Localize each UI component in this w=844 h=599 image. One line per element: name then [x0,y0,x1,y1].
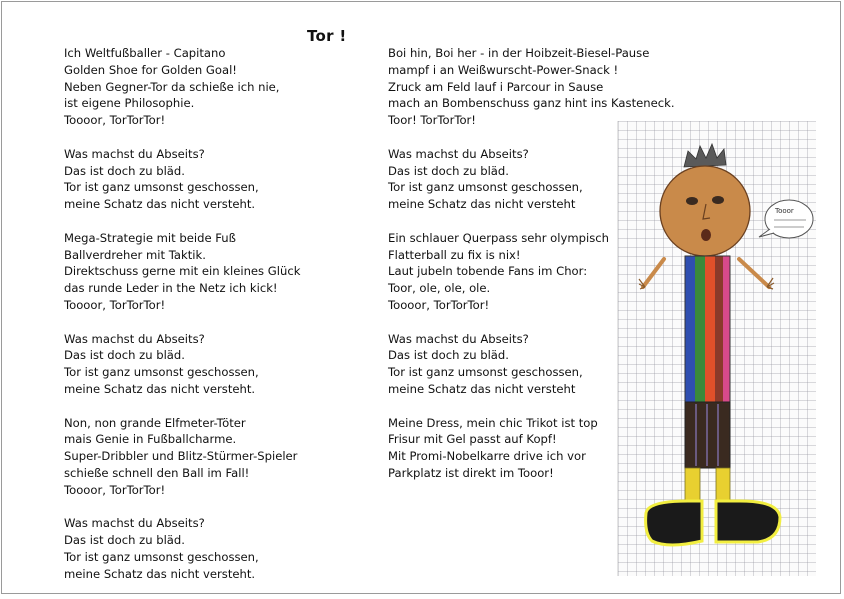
poem-line: Tor ist ganz umsonst geschossen, [388,180,583,195]
poem-line: Das ist doch zu bläd. [388,163,509,178]
shirt-stripe-5 [723,256,730,402]
poem-line: Was machst du Abseits? [64,516,205,531]
left-arm [643,259,664,287]
mouth [701,229,711,241]
poem-stanza [388,45,688,129]
poem-line: Zruck am Feld lauf i Parcour in Sause [388,79,604,94]
poem-line: Toor! TorTorTor! [388,113,476,128]
poem-line: Ich Weltfußballer - Capitano [64,46,226,60]
right-arm [739,259,769,287]
poem-stanza [64,515,364,582]
poem-line: das runde Leder in the Netz ich kick! [64,281,278,296]
poem-stanza [64,45,364,129]
poem-line: Golden Shoe for Golden Goal! [64,62,237,77]
poem-stanza [64,146,364,213]
shirt-stripe-3 [705,256,715,402]
poem-line: Parkplatz ist direkt im Tooor! [388,465,554,480]
poem-stanza [64,230,364,314]
poem-line: Was machst du Abseits? [388,331,529,346]
poem-line: Toooor, TorTorTor! [64,482,166,497]
poem-line: Mega-Strategie mit beide Fuß [64,230,236,245]
poem-line: mais Genie in Fußballcharme. [64,432,237,447]
poem-line: meine Schatz das nicht versteht. [64,381,256,396]
poem-line: Was machst du Abseits? [64,331,205,346]
poem-line: Das ist doch zu bläd. [64,533,185,548]
poem-line: Non, non grande Elfmeter-Töter [64,415,246,430]
poem-line: Was machst du Abseits? [388,146,529,161]
left-leg [685,468,700,504]
poem-line: mach an Bombenschuss ganz hint ins Kasteneck. [388,96,675,111]
poem-line: Boi hin, Boi her - in der Hoibzeit-Biesel-Pause [388,46,650,60]
poem-line: Das ist doch zu bläd. [64,163,185,178]
poem-line: Toor, ole, ole, ole. [388,281,491,296]
poem-page [1,1,841,594]
poem-line: Mit Promi-Nobelkarre drive ich vor [388,449,586,464]
poem-line: Laut jubeln tobende Fans im Chor: [388,264,588,279]
poem-line: ist eigene Philosophie. [64,96,195,111]
poem-stanza [64,331,364,398]
poem-line: Toooor, TorTorTor! [64,297,166,312]
right-leg [716,468,730,504]
poem-line: Tor ist ganz umsonst geschossen, [64,180,259,195]
shirt-stripe-4 [715,256,723,402]
poem-line: Toooor, TorTorTor! [388,297,490,312]
right-shoe [716,501,780,542]
poem-title: Tor ! [307,27,347,45]
shirt-stripe-1 [685,256,695,402]
shirt-stripe-2 [695,256,705,402]
poem-line: Ballverdreher mit Taktik. [64,247,206,262]
poem-line: Toooor, TorTorTor! [64,113,166,128]
poem-line: Meine Dress, mein chic Trikot ist top [388,415,598,430]
football-player-illustration [618,121,816,576]
speech-bubble-text: Tooor [775,207,794,215]
poem-line: Super-Dribbler und Blitz-Stürmer-Spieler [64,449,298,464]
poem-line: Tor ist ganz umsonst geschossen, [64,549,259,564]
poem-line: Neben Gegner-Tor da schieße ich nie, [64,79,280,94]
poem-line: schieße schnell den Ball im Fall! [64,465,250,480]
poem-line: Was machst du Abseits? [64,146,205,161]
poem-column-left [64,45,364,599]
poem-stanza [64,415,364,499]
poem-line: meine Schatz das nicht versteht. [64,566,256,581]
child-drawing-football-player [617,121,816,576]
poem-line: Direktschuss gerne mit ein kleines Glück [64,264,301,279]
poem-line: Frisur mit Gel passt auf Kopf! [388,432,557,447]
left-shoe [646,501,702,545]
poem-line: meine Schatz das nicht versteht. [64,197,256,212]
poem-line: Das ist doch zu bläd. [388,348,509,363]
poem-line: Ein schlauer Querpass sehr olympisch [388,230,609,245]
poem-line: meine Schatz das nicht versteht [388,197,576,212]
hair [684,144,726,167]
poem-line: meine Schatz das nicht versteht [388,381,576,396]
poem-line: Tor ist ganz umsonst geschossen, [388,365,583,380]
poem-line: Das ist doch zu bläd. [64,348,185,363]
poem-line: Flatterball zu fix is nix! [388,247,521,262]
poem-line: mampf i an Weißwurscht-Power-Snack ! [388,62,619,77]
poem-line: Tor ist ganz umsonst geschossen, [64,365,259,380]
